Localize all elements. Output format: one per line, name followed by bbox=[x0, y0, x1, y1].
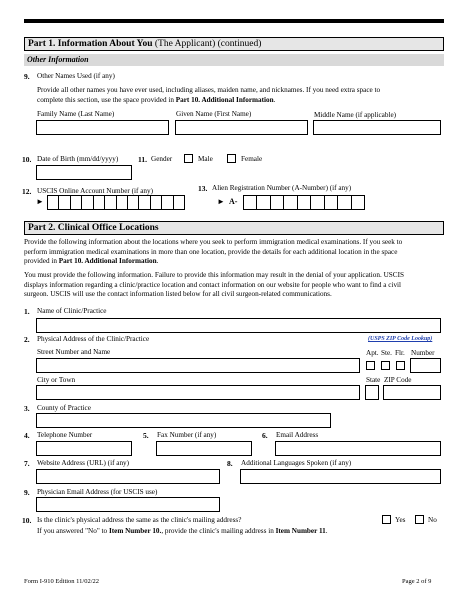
p2-q2-number: 2. bbox=[24, 335, 30, 344]
same-address-yes-checkbox[interactable] bbox=[382, 515, 391, 524]
uscis-account-label: USCIS Online Account Number (if any) bbox=[37, 187, 153, 195]
q12-number: 12. bbox=[22, 187, 32, 196]
q9-instructions-line2 bbox=[37, 96, 447, 106]
part2-notice-line3: surgeon. USCIS will use the contact information listed below for all civil surgeon-related communications. bbox=[24, 290, 332, 298]
a-number-prefix: A- bbox=[229, 197, 238, 206]
p2-q9-number: 9. bbox=[24, 488, 30, 497]
part1-title-rest: (The Applicant) (continued) bbox=[154, 39, 262, 49]
email-input[interactable] bbox=[275, 441, 441, 456]
gender-label: Gender bbox=[151, 155, 173, 163]
p2-q7-number: 7. bbox=[24, 459, 30, 468]
p2-q1-number: 1. bbox=[24, 307, 30, 316]
gender-male-checkbox[interactable] bbox=[184, 154, 193, 163]
part2-header: Part 2. Clinical Office Locations bbox=[24, 221, 444, 235]
middle-name-input[interactable] bbox=[313, 120, 441, 135]
top-rule bbox=[24, 19, 444, 23]
zip-input[interactable] bbox=[383, 385, 441, 400]
physical-address-label: Physical Address of the Clinic/Practice bbox=[37, 335, 150, 343]
q11-number: 11. bbox=[138, 155, 147, 164]
clinic-name-label: Name of Clinic/Practice bbox=[37, 307, 107, 315]
dob-input[interactable] bbox=[36, 165, 132, 180]
given-name-label: Given Name (First Name) bbox=[176, 110, 252, 118]
same-address-no-label: No bbox=[428, 516, 437, 524]
same-address-followup bbox=[37, 527, 328, 537]
state-label: State bbox=[366, 376, 381, 384]
q9-instructions-line1: Provide all other names you have ever used, including aliases, maiden name, and nicknames. If you need extra space to bbox=[37, 86, 381, 94]
arrow-icon: ► bbox=[217, 197, 225, 206]
languages-input[interactable] bbox=[240, 469, 441, 484]
apt-label: Apt. bbox=[366, 349, 379, 357]
part2-intro-line2: perform immigration medical examinations in more than one location, provide the details for each additional location in the space bbox=[24, 247, 398, 256]
street-input[interactable] bbox=[36, 358, 360, 373]
usps-zip-lookup-link[interactable]: (USPS ZIP Code Lookup) bbox=[368, 336, 433, 342]
family-name-input[interactable] bbox=[36, 120, 169, 135]
street-label: Street Number and Name bbox=[37, 348, 111, 356]
a-number-input[interactable] bbox=[243, 195, 365, 210]
gender-male-label: Male bbox=[198, 155, 213, 163]
state-select[interactable] bbox=[365, 385, 379, 400]
telephone-label: Telephone Number bbox=[37, 431, 93, 439]
q9-instr-c: . bbox=[273, 95, 276, 104]
physician-email-label: Physician Email Address (for USCIS use) bbox=[37, 488, 158, 496]
p2-q8-number: 8. bbox=[227, 459, 233, 468]
website-label: Website Address (URL) (if any) bbox=[37, 459, 130, 467]
email-label: Email Address bbox=[276, 431, 319, 439]
p2-q6-number: 6. bbox=[262, 431, 268, 440]
q13-number: 13. bbox=[198, 184, 208, 193]
q9-instr-a: complete this section, use the space provided in bbox=[37, 95, 176, 104]
website-input[interactable] bbox=[36, 469, 220, 484]
part1-title-bold: Part 1. Information About You bbox=[28, 39, 153, 49]
part2-notice bbox=[24, 271, 446, 300]
middle-name-label: Middle Name (if applicable) bbox=[314, 111, 397, 119]
part2-intro bbox=[24, 238, 446, 267]
same-address-yes-label: Yes bbox=[395, 516, 406, 524]
footer-page-number: Page 2 of 9 bbox=[402, 578, 432, 585]
a-number-label: Alien Registration Number (A-Number) (if any) bbox=[212, 184, 352, 192]
telephone-input[interactable] bbox=[36, 441, 132, 456]
number-label: Number bbox=[411, 349, 435, 357]
q10-number: 10. bbox=[22, 155, 32, 164]
ste-label: Ste. bbox=[381, 349, 392, 357]
flr-checkbox[interactable] bbox=[396, 361, 405, 370]
county-label: County of Practice bbox=[37, 404, 91, 412]
same-address-no-checkbox[interactable] bbox=[415, 515, 424, 524]
apt-checkbox[interactable] bbox=[366, 361, 375, 370]
fax-input[interactable] bbox=[156, 441, 252, 456]
city-input[interactable] bbox=[36, 385, 360, 400]
part1-header bbox=[24, 37, 444, 51]
city-label: City or Town bbox=[37, 376, 76, 384]
p2-q4-number: 4. bbox=[24, 431, 30, 440]
part2-intro-line3 bbox=[24, 257, 446, 267]
fax-label: Fax Number (if any) bbox=[157, 431, 217, 439]
arrow-icon: ► bbox=[36, 197, 44, 206]
gender-female-label: Female bbox=[241, 155, 263, 163]
gender-female-checkbox[interactable] bbox=[227, 154, 236, 163]
followup-c: , provide the clinic's mailing address in bbox=[161, 527, 276, 535]
q9-number: 9. bbox=[24, 72, 30, 81]
p2-q10-number: 10. bbox=[22, 516, 32, 525]
ste-checkbox[interactable] bbox=[381, 361, 390, 370]
given-name-input[interactable] bbox=[175, 120, 308, 135]
dob-label: Date of Birth (mm/dd/yyyy) bbox=[37, 155, 119, 163]
followup-d: Item Number 11 bbox=[275, 527, 326, 535]
part2-intro-line1: Provide the following information about the locations where you seek to perform immigration medical examinations. If you seek to bbox=[24, 238, 403, 246]
p2-q5-number: 5. bbox=[143, 431, 149, 440]
footer-form-edition: Form I-910 Edition 11/02/22 bbox=[24, 578, 100, 585]
q9-label: Other Names Used (if any) bbox=[37, 72, 115, 80]
followup-b: Item Number 10. bbox=[108, 527, 162, 535]
followup-a: If you answered "No" to bbox=[37, 527, 109, 535]
p2-q3-number: 3. bbox=[24, 404, 30, 413]
same-address-label: Is the clinic's physical address the same as the clinic's mailing address? bbox=[37, 516, 242, 524]
uscis-account-input[interactable] bbox=[47, 195, 185, 210]
family-name-label: Family Name (Last Name) bbox=[37, 110, 115, 118]
clinic-name-input[interactable] bbox=[36, 318, 441, 333]
other-information-subheading: Other Information bbox=[24, 54, 444, 66]
part2-intro-end-c: . bbox=[156, 257, 159, 265]
physician-email-input[interactable] bbox=[36, 497, 220, 512]
q9-instructions bbox=[37, 86, 447, 105]
followup-e: . bbox=[325, 527, 328, 535]
languages-label: Additional Languages Spoken (if any) bbox=[241, 459, 352, 467]
part2-notice-line2: displays information regarding a clinic/practice location and contact information on our website for people who want to find a civil bbox=[24, 280, 402, 289]
q9-instr-b: Part 10. Additional Information bbox=[175, 95, 274, 104]
part2-intro-end-a: provided in bbox=[24, 257, 59, 265]
flr-label: Flr. bbox=[395, 349, 405, 357]
county-input[interactable] bbox=[36, 413, 331, 428]
zip-label: ZIP Code bbox=[384, 376, 412, 384]
part2-intro-end-b: Part 10. Additional Information bbox=[58, 257, 157, 265]
unit-number-input[interactable] bbox=[410, 358, 441, 373]
part2-notice-line1: You must provide the following information. Failure to provide this information may result in the denial of your application. USCIS bbox=[24, 271, 404, 279]
